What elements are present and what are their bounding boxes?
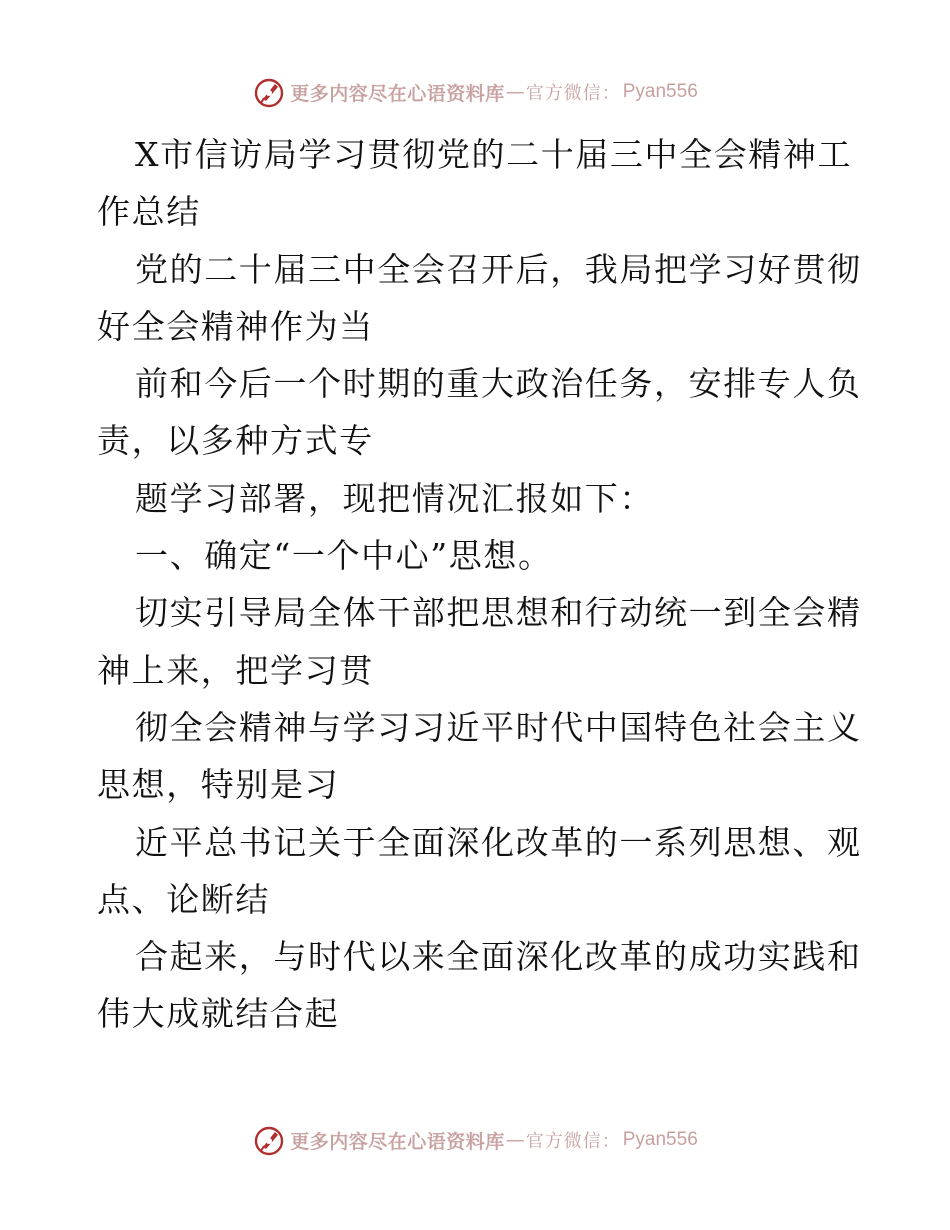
header-watermark-banner (0, 72, 950, 112)
paragraph-line: 点、论断结 (97, 879, 270, 919)
paragraph-line: 题学习部署，现把情况汇报如下： (135, 478, 654, 518)
watermark-official-label: 官方微信： (525, 1131, 621, 1152)
watermark-text: 更多内容尽在心语资料库 (290, 1130, 505, 1153)
watermark-account-id: Pyan556 (622, 81, 698, 102)
document-body (97, 126, 867, 1043)
section-heading: 一、确定“一个中心”思想。 (135, 536, 553, 576)
watermark-dash: — (505, 1129, 525, 1151)
document-title-line-2: 作总结 (97, 192, 201, 232)
quill-logo-icon (252, 1123, 286, 1157)
paragraph-line: 责，以多种方式专 (97, 421, 374, 461)
paragraph-line: 切实引导局全体干部把思想和行动统一到全会精 (135, 593, 862, 633)
paragraph-line: 好全会精神作为当 (97, 306, 374, 346)
watermark-dash: — (505, 81, 525, 103)
paragraph-line: 彻全会精神与学习习近平时代中国特色社会主义 (135, 707, 862, 747)
document-title-line-1: X市信访局学习贯彻党的二十届三中全会精神工 (135, 135, 853, 174)
paragraph-line: 前和今后一个时期的重大政治任务，安排专人负 (135, 364, 862, 404)
watermark-account-id: Pyan556 (622, 1129, 698, 1150)
footer-watermark-banner (0, 1120, 950, 1160)
paragraph-line: 神上来，把学习贯 (97, 650, 374, 690)
watermark-text: 更多内容尽在心语资料库 (290, 82, 505, 105)
paragraph-line: 思想，特别是习 (97, 765, 340, 805)
paragraph-line: 伟大成就结合起 (97, 994, 340, 1034)
paragraph-line: 党的二十届三中全会召开后，我局把学习好贯彻 (135, 249, 862, 289)
quill-logo-icon (252, 75, 286, 109)
watermark-official-label: 官方微信： (525, 83, 621, 104)
paragraph-line: 近平总书记关于全面深化改革的一系列思想、观 (135, 822, 862, 862)
paragraph-line: 合起来，与时代以来全面深化改革的成功实践和 (135, 937, 862, 977)
